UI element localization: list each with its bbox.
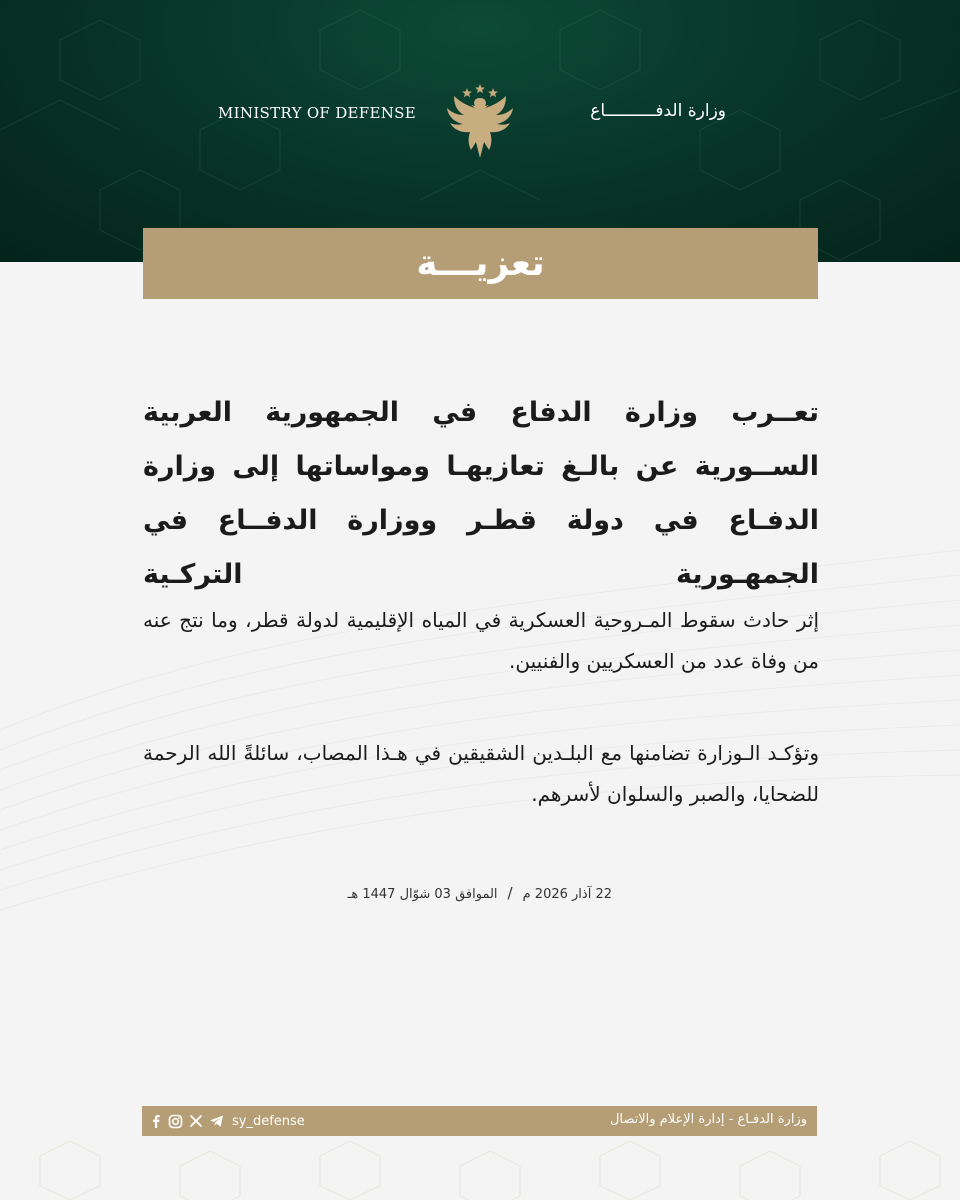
date-separator: / bbox=[507, 884, 513, 902]
page-title: تعزيـــة bbox=[416, 243, 545, 284]
social-handle[interactable]: sy_defense bbox=[232, 1113, 305, 1129]
footer-department: وزارة الدفـاع - إدارة الإعلام والاتصال bbox=[609, 1112, 807, 1127]
paragraph-incident: إثر حادث سقوط المـروحية العسكرية في المياه الإقليمية لدولة قطر، وما نتج عنه من وفاة عدد من العسكريين والفنيين. bbox=[143, 608, 819, 673]
date-line bbox=[340, 884, 612, 902]
x-icon[interactable] bbox=[189, 1114, 203, 1128]
ministry-name-english: MINISTRY OF DEFENSE bbox=[218, 104, 416, 122]
headline: تعــرب وزارة الدفاع في الجمهورية العربية الســورية عن بالـغ تعازيهـا ومواساتها إلى وزارة الدفـاع في دولة قطـر ووزارة الدفــاع في الجمهـورية التركـية bbox=[143, 397, 819, 590]
social-links bbox=[150, 1111, 305, 1131]
instagram-icon[interactable] bbox=[168, 1114, 183, 1129]
title-banner bbox=[143, 228, 818, 299]
facebook-icon[interactable] bbox=[150, 1114, 162, 1128]
paragraph-solidarity: وتؤكـد الـوزارة تضامنها مع البلـدين الشقيقين في هـذا المصاب، سائلةً الله الرحمة للضحايا، والصبر والسلوان لأسرهم. bbox=[143, 741, 819, 806]
telegram-icon[interactable] bbox=[209, 1114, 224, 1128]
hijri-date: الموافق 03 شوّال 1447 هـ bbox=[347, 887, 498, 902]
footer-bar bbox=[142, 1106, 817, 1136]
eagle-emblem-icon bbox=[430, 84, 530, 160]
ministry-name-arabic: وزارة الدفــــــــــاع bbox=[590, 101, 726, 121]
gregorian-date: 22 آذار 2026 م bbox=[522, 887, 612, 902]
header-banner bbox=[0, 0, 960, 262]
geometric-pattern-footer bbox=[0, 1136, 960, 1200]
